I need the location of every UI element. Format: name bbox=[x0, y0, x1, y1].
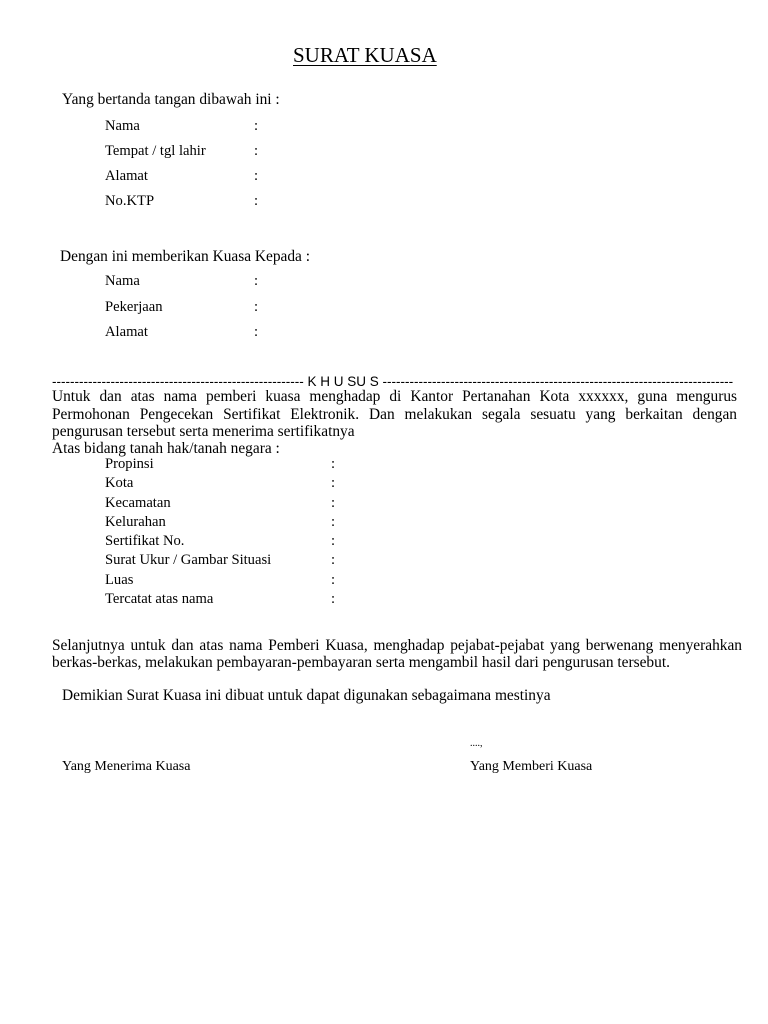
field-row-tercatat-atas-nama bbox=[105, 590, 336, 609]
field-row-luas bbox=[105, 571, 336, 590]
field-label: Nama bbox=[105, 118, 140, 134]
signature-receiver-label: Yang Menerima Kuasa bbox=[62, 759, 191, 774]
field-label: Alamat bbox=[105, 324, 148, 340]
field-colon: : bbox=[331, 456, 336, 472]
field-row-no-ktp bbox=[105, 189, 259, 214]
field-colon: : bbox=[331, 591, 336, 608]
field-colon: : bbox=[331, 494, 336, 511]
field-row-alamat bbox=[105, 320, 259, 346]
field-colon: : bbox=[331, 475, 336, 492]
field-colon: : bbox=[254, 168, 259, 184]
document-title: SURAT KUASA bbox=[293, 43, 437, 67]
field-colon: : bbox=[331, 513, 336, 530]
field-label: Pekerjaan bbox=[105, 298, 163, 315]
field-row-kelurahan bbox=[105, 513, 336, 532]
closing-statement: Demikian Surat Kuasa ini dibuat untuk dapat digunakan sebagaimana mestinya bbox=[62, 687, 551, 704]
field-row-nama bbox=[105, 114, 259, 139]
field-colon: : bbox=[254, 143, 259, 159]
field-row-pekerjaan bbox=[105, 295, 259, 321]
field-label: Tercatat atas nama bbox=[105, 591, 214, 608]
field-row-tempat-tgl-lahir bbox=[105, 139, 259, 164]
field-label: Sertifikat No. bbox=[105, 533, 185, 550]
place-date: ...., bbox=[470, 738, 483, 749]
field-label: Surat Ukur / Gambar Situasi bbox=[105, 552, 272, 569]
field-row-surat-ukur bbox=[105, 551, 336, 570]
field-label: Kecamatan bbox=[105, 494, 171, 511]
purpose-paragraph: Untuk dan atas nama pemberi kuasa menghadap di Kantor Pertanahan Kota xxxxxx, guna mengurus Permohonan Pengecekan Sertifikat Elektronik. Dan melakukan segala sesuatu yang berkaitan dengan pengurusan tersebut serta menerima sertifikatnya bbox=[52, 388, 737, 440]
field-colon: : bbox=[331, 552, 336, 569]
field-row-nama bbox=[105, 269, 259, 295]
land-intro: Atas bidang tanah hak/tanah negara : bbox=[52, 440, 280, 457]
grantee-intro: Dengan ini memberikan Kuasa Kepada : bbox=[60, 248, 311, 265]
grantee-fields bbox=[105, 269, 259, 346]
field-colon: : bbox=[254, 118, 259, 134]
signature-giver-label: Yang Memberi Kuasa bbox=[470, 759, 593, 774]
field-label: Kota bbox=[105, 475, 134, 492]
land-fields bbox=[105, 455, 336, 609]
field-label: No.KTP bbox=[105, 193, 155, 209]
field-colon: : bbox=[254, 273, 259, 289]
grantor-fields bbox=[105, 114, 259, 214]
field-label: Kelurahan bbox=[105, 513, 166, 530]
field-row-kecamatan bbox=[105, 494, 336, 513]
field-row-alamat bbox=[105, 164, 259, 189]
grantor-intro: Yang bertanda tangan dibawah ini : bbox=[62, 91, 280, 108]
field-colon: : bbox=[254, 324, 259, 340]
field-row-kota bbox=[105, 474, 336, 493]
field-label: Propinsi bbox=[105, 456, 154, 472]
field-colon: : bbox=[254, 193, 259, 209]
khusus-divider: -------------------------------------------------------- K H U SU S ------------------------------------------------------------------------------ bbox=[52, 374, 734, 389]
field-label: Luas bbox=[105, 571, 134, 588]
field-colon: : bbox=[331, 571, 336, 588]
field-colon: : bbox=[254, 298, 259, 315]
field-row-sertifikat-no bbox=[105, 532, 336, 551]
closing-paragraph: Selanjutnya untuk dan atas nama Pemberi Kuasa, menghadap pejabat-pejabat yang berwenang menyerahkan berkas-berkas, melakukan pembayaran-pembayaran serta mengambil hasil dari pengurusan tersebut. bbox=[52, 637, 742, 671]
field-row-propinsi bbox=[105, 455, 336, 474]
field-label: Nama bbox=[105, 273, 140, 289]
field-colon: : bbox=[331, 533, 336, 550]
field-label: Tempat / tgl lahir bbox=[105, 143, 206, 159]
field-label: Alamat bbox=[105, 168, 148, 184]
